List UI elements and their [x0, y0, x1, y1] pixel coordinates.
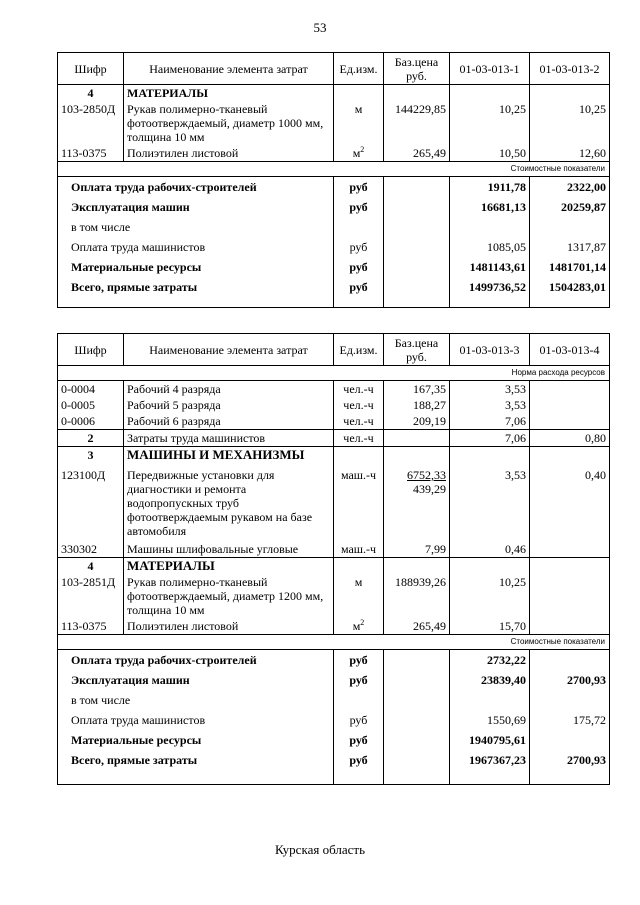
- total-label: Эксплуатация машин: [58, 670, 334, 690]
- item-price: [384, 463, 450, 541]
- header-unit: Ед.изм.: [334, 334, 384, 366]
- item-price-secondary: 439,29: [413, 482, 446, 496]
- total-row: [58, 237, 610, 257]
- total-label: Всего, прямые затраты: [58, 750, 334, 784]
- total-value-b: 20259,87: [530, 197, 610, 217]
- item-name: Полиэтилен листовой: [124, 145, 334, 162]
- total-value-a: 1967367,23: [450, 750, 530, 784]
- total-value-a: 23839,40: [450, 670, 530, 690]
- item-value-b: 0,80: [530, 430, 610, 447]
- resource-table-2: [57, 333, 610, 785]
- item-price: 188,27: [384, 397, 450, 413]
- total-row: [58, 650, 610, 671]
- table-row: [58, 413, 610, 430]
- table-header-row: [58, 53, 610, 85]
- header-col-b: 01-03-013-4: [530, 334, 610, 366]
- header-col-a: 01-03-013-1: [450, 53, 530, 85]
- total-value-b: 2700,93: [530, 670, 610, 690]
- item-name: Рабочий 5 разряда: [124, 397, 334, 413]
- item-price: 209,19: [384, 413, 450, 430]
- item-code: 113-0375: [58, 145, 124, 162]
- norm-label: Норма расхода ресурсов: [58, 366, 610, 381]
- section-number: 4: [58, 558, 124, 575]
- total-label: Оплата труда машинистов: [58, 710, 334, 730]
- item-unit: чел.-ч: [334, 430, 384, 447]
- total-unit: руб: [334, 710, 384, 730]
- item-name: Полиэтилен листовой: [124, 618, 334, 635]
- item-value-a: 10,50: [450, 145, 530, 162]
- section-row: [58, 447, 610, 464]
- total-row: [58, 177, 610, 198]
- item-unit: чел.-ч: [334, 397, 384, 413]
- item-unit: маш.-ч: [334, 541, 384, 558]
- item-name: Рабочий 4 разряда: [124, 381, 334, 398]
- table-header-row: [58, 334, 610, 366]
- item-unit: м: [334, 101, 384, 145]
- total-unit: руб: [334, 197, 384, 217]
- header-code: Шифр: [58, 53, 124, 85]
- item-value-b: [530, 397, 610, 413]
- cost-indicators-label: Стоимостные показатели: [58, 635, 610, 650]
- total-unit: руб: [334, 730, 384, 750]
- item-name: Затраты труда машинистов: [124, 430, 334, 447]
- section-row: [58, 85, 610, 102]
- item-price: 7,99: [384, 541, 450, 558]
- total-row: [58, 257, 610, 277]
- table-row: [58, 101, 610, 145]
- item-price: 265,49: [384, 618, 450, 635]
- item-unit: $м^2$: [334, 618, 384, 635]
- item-code: 103-2851Д: [58, 574, 124, 618]
- total-label: Материальные ресурсы: [58, 730, 334, 750]
- item-code: 2: [58, 430, 124, 447]
- item-code: 0-0004: [58, 381, 124, 398]
- total-value-a: 1481143,61: [450, 257, 530, 277]
- item-price-main: 6752,33: [407, 468, 446, 482]
- item-code: 103-2850Д: [58, 101, 124, 145]
- item-unit: маш.-ч: [334, 463, 384, 541]
- total-value-b: 2700,93: [530, 750, 610, 784]
- resource-table-1: [57, 52, 610, 308]
- total-value-b: 1481701,14: [530, 257, 610, 277]
- total-value-a: 1550,69: [450, 710, 530, 730]
- section-title: МАТЕРИАЛЫ: [124, 558, 334, 575]
- total-value-a: 1940795,61: [450, 730, 530, 750]
- item-unit: чел.-ч: [334, 413, 384, 430]
- total-unit: руб: [334, 257, 384, 277]
- item-value-a: 10,25: [450, 101, 530, 145]
- total-row: [58, 750, 610, 784]
- header-col-b: 01-03-013-2: [530, 53, 610, 85]
- item-name: Передвижные установки для диагностики и ремонта водопропускных труб фотоотверждаемым рукавом на базе автомобиля: [124, 463, 334, 541]
- item-unit: чел.-ч: [334, 381, 384, 398]
- total-unit: руб: [334, 670, 384, 690]
- page-number: 53: [313, 20, 327, 35]
- table-row: [58, 397, 610, 413]
- header-unit: Ед.изм.: [334, 53, 384, 85]
- item-value-a: 3,53: [450, 463, 530, 541]
- total-value-b: 1317,87: [530, 237, 610, 257]
- item-price: 265,49: [384, 145, 450, 162]
- total-unit: руб: [334, 650, 384, 671]
- total-label: Оплата труда машинистов: [58, 237, 334, 257]
- total-value-b: [530, 730, 610, 750]
- footer-region: Курская область: [274, 842, 365, 857]
- item-name: Рабочий 6 разряда: [124, 413, 334, 430]
- item-value-a: 3,53: [450, 381, 530, 398]
- header-code: Шифр: [58, 334, 124, 366]
- total-row: [58, 730, 610, 750]
- total-row: [58, 670, 610, 690]
- item-value-a: 7,06: [450, 413, 530, 430]
- total-value-a: 1085,05: [450, 237, 530, 257]
- item-value-a: 15,70: [450, 618, 530, 635]
- table-row: [58, 145, 610, 162]
- item-value-a: 3,53: [450, 397, 530, 413]
- item-code: 123100Д: [58, 463, 124, 541]
- item-name: Рукав полимерно-тканевый фотоотверждаемый, диаметр 1000 мм, толщина 10 мм: [124, 101, 334, 145]
- total-value-b: 2322,00: [530, 177, 610, 198]
- total-unit: руб: [334, 750, 384, 784]
- total-value-a: 1911,78: [450, 177, 530, 198]
- item-value-a: 7,06: [450, 430, 530, 447]
- item-value-b: [530, 413, 610, 430]
- item-value-a: 10,25: [450, 574, 530, 618]
- item-unit: м: [334, 574, 384, 618]
- header-name: Наименование элемента затрат: [124, 53, 334, 85]
- table-row: [58, 430, 610, 447]
- total-label: Всего, прямые затраты: [58, 277, 334, 307]
- table-row: [58, 541, 610, 558]
- section-row: [58, 558, 610, 575]
- total-label: в том числе: [58, 217, 334, 237]
- section-number: 3: [58, 447, 124, 464]
- total-unit: руб: [334, 177, 384, 198]
- total-value-b: 1504283,01: [530, 277, 610, 307]
- table-row: [58, 618, 610, 635]
- total-row: [58, 197, 610, 217]
- item-price: 144229,85: [384, 101, 450, 145]
- norm-row: [58, 366, 610, 381]
- item-value-b: [530, 574, 610, 618]
- section-title: МАТЕРИАЛЫ: [124, 85, 334, 102]
- total-value-b: 175,72: [530, 710, 610, 730]
- total-label: Оплата труда рабочих-строителей: [58, 177, 334, 198]
- item-name: Рукав полимерно-тканевый фотоотверждаемый, диаметр 1200 мм, толщина 10 мм: [124, 574, 334, 618]
- total-unit: руб: [334, 237, 384, 257]
- table-row: [58, 463, 610, 541]
- total-value-b: [530, 650, 610, 671]
- header-col-a: 01-03-013-3: [450, 334, 530, 366]
- item-code: 113-0375: [58, 618, 124, 635]
- section-number: 4: [58, 85, 124, 102]
- cost-indicators-row: [58, 635, 610, 650]
- total-row: [58, 710, 610, 730]
- item-value-b: [530, 541, 610, 558]
- table-row: [58, 574, 610, 618]
- header-price: Баз.цена руб.: [384, 53, 450, 85]
- total-value-a: 1499736,52: [450, 277, 530, 307]
- cost-indicators-label: Стоимостные показатели: [58, 162, 610, 177]
- item-value-b: 0,40: [530, 463, 610, 541]
- item-code: 0-0005: [58, 397, 124, 413]
- total-value-a: 2732,22: [450, 650, 530, 671]
- total-unit: руб: [334, 277, 384, 307]
- section-title: МАШИНЫ И МЕХАНИЗМЫ: [124, 447, 334, 464]
- item-code: 330302: [58, 541, 124, 558]
- total-label: Эксплуатация машин: [58, 197, 334, 217]
- item-price: [384, 430, 450, 447]
- item-value-b: 10,25: [530, 101, 610, 145]
- total-row: [58, 217, 610, 237]
- item-value-a: 0,46: [450, 541, 530, 558]
- item-price: 167,35: [384, 381, 450, 398]
- item-price: 188939,26: [384, 574, 450, 618]
- item-value-b: [530, 618, 610, 635]
- item-name: Машины шлифовальные угловые: [124, 541, 334, 558]
- total-row: [58, 690, 610, 710]
- total-label: Материальные ресурсы: [58, 257, 334, 277]
- total-label: Оплата труда рабочих-строителей: [58, 650, 334, 671]
- item-unit: $м^2$: [334, 145, 384, 162]
- item-code: 0-0006: [58, 413, 124, 430]
- table-row: [58, 381, 610, 398]
- header-name: Наименование элемента затрат: [124, 334, 334, 366]
- item-value-b: [530, 381, 610, 398]
- header-price: Баз.цена руб.: [384, 334, 450, 366]
- item-value-b: 12,60: [530, 145, 610, 162]
- total-row: [58, 277, 610, 307]
- total-value-a: 16681,13: [450, 197, 530, 217]
- total-label: в том числе: [58, 690, 334, 710]
- cost-indicators-row: [58, 162, 610, 177]
